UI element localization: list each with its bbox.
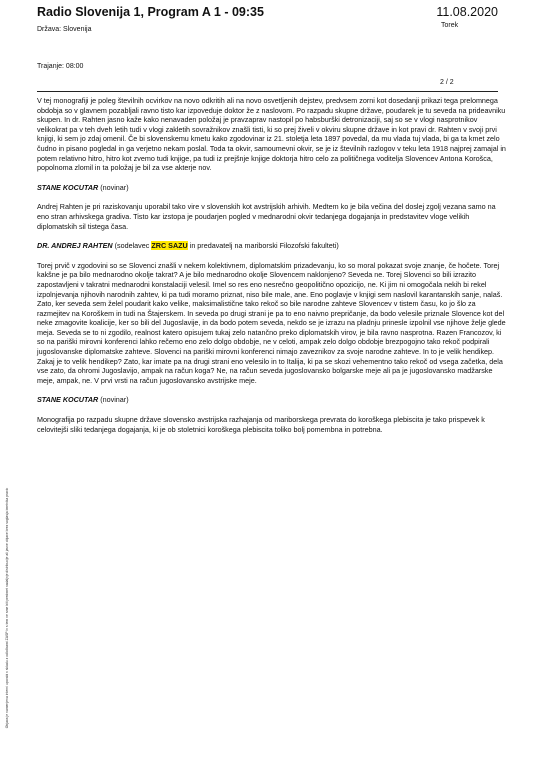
speaker-role-suffix: in predavatelj na mariborski Filozofski fakulteti) [187, 241, 339, 251]
speaker-line [37, 395, 507, 405]
speaker-name: STANE KOCUTAR [37, 395, 99, 405]
speaker-role-prefix: (sodelavec [112, 241, 152, 251]
speaker-name: STANE KOCUTAR [37, 182, 99, 192]
page-number: 2 / 2 [440, 79, 454, 86]
speaker-line [37, 241, 507, 251]
copyright-notice: Objava je namenjena interni uporabi v skladu z odločbami ZASP in s tem ne sme biti predmet nadaljnje distribucije ali javne objave brez soglasja imetnika pravic [4, 487, 9, 729]
broadcast-date: 11.08.2020 [436, 5, 498, 19]
speaker-role: (novinar) [98, 395, 129, 405]
broadcast-day: Torek [441, 22, 459, 29]
paragraph: Andrej Rahten je pri raziskovanju uporabil tako vire v slovenskih kot avstrijskih arhivih. Medtem ko je bila večina del doslej zgolj vezana samo na eno stran arhivskega gradiva. Tisto kar izstopa je poudarjen pogled v mednarodni okvir tedanjega dogajanja in predstavitev vloge velikih diplomatskih sil tistega časa. [37, 202, 496, 231]
speaker-role: (novinar) [98, 182, 129, 192]
paragraph: Monografija po razpadu skupne države slovensko avstrijska razhajanja od mariborskega prevrata do koroškega plebiscita je tako prispevek k celovitejši sliki tedanjega dogajanja, ki je ob stoletnici koroškega plebiscita toliko bolj pomembna in potrebna. [37, 415, 485, 434]
speaker-name: DR. ANDREJ RAHTEN [37, 241, 113, 251]
copyright-sidebar [2, 462, 11, 754]
speaker-line [37, 183, 507, 193]
duration-label: Trajanje: 08:00 [37, 63, 84, 70]
document-title: Radio Slovenija 1, Program A 1 - 09:35 [37, 5, 264, 19]
highlighted-keyword: ZRC SAZU [151, 241, 188, 251]
paragraph: V tej monografiji je poleg številnih ocvirkov na novo odkritih ali na novo osvetljenih dejstev, predvsem zorni kot dosedanji prikazi tega prelomnega obdobja so v glavnem pozabljali ravno tisto kar izpoveduje doktor že z naslovom. Po razpadu skupne države, poudarek je tu seveda na prideavniku skupen. In dr. Rahten jasno kaže kako nenavaden položaj je pravzaprav nastopil po habsburški detronizaciji, saj so se v vlogi nasprotnikov velikokrat pa v teh dveh letih tudi v vlogi zakletih sovražnikov znašli tisti, ki so prej živeli v okviru skupne države in kot pravi dr. Rahten v svoji prvi knjigi, ki sem jo zdaj omenil. Če bi slovenskemu kmetu kako zgodovinar iz 21. stoletja leta 1897 povedal, da mu vlada tuj vlada, bi ga ta kmet zelo čudno in pisano pogledal in ga verjetno nekam poslal. Toda ta okvir, samoumevni okvir, se je iz številnih razlogov v teku leta 1918 najprej zamajal in potem relativno hitro, hitro kot zvemo tudi knjige, pa tudi iz prejšnje knjige doktorja hitro celo za političnega voditelja Slovencev Antona Korošca, popolnoma zlomil in ta položaj je bil za vse akterje nov. [37, 96, 506, 173]
paragraph: Torej prvič v zgodovini so se Slovenci znašli v nekem kolektivnem, diplomatskim prizadevanju, ko so moral pokazat svoje znanje, če hočete. Torej kakšne je pa bilo mednarodno okolje takrat? A je bilo mednarodno okolje Slovencem naklonjeno? Seveda ne. Torej Slovenci so bili izrazito zapostavljeni v takratni mednarodni konstalaciji velesil. Imel so res eno nesrečno geopolitično opozicijo, ne. Ki jim ni omogočala nekih bi rekel izpolnjevanja njihovih narodnih zahtev, ki pa tudi moramo priznat, niso bile male, ane. Eno poglavje v knjigi sem naslovil karantanskih sanje, nalaš. Zato, ker seveda sem želel poudarit kako velike, maksimalistične tako rekoč so bile narodne zahteve Slovencev v tistem času, ko jo šlo za razmejitev na Koroškem in tudi na Štajerskem. In seveda po drugi strani je pa to eno naivno prepričanje, da bodo velesile priznale Slovence kot del neke zmagovite koalicije, ker so bili del Jugoslavije, in da bodo potem seveda, nekdo se je izrazu na pladnju prinesle izpolnil vse njihove želje glede meja. Seveda se to ni zgodilo, realnost katero opisujem tukaj zelo natančno preko diplomatskih virov, je bila ravno nasprotna. Razen Francozov, ki so na pariški mirovni konferenci lahko rečemo eno zelo dolgo obdobje, ne v celoti, ampak zelo dolgo obdobje brezpogojno tako rekoč podpirali jugoslovanske diplomatske zahteve. Slovenci na pariški mirovni konferenci nimajo zaveznikov za svoje narodne zahteve. In to je velik hendikep. Zakaj je to velik hendikep? Zato, kar imate pa na drugi strani eno velesilo in to Italija, ki pa se skozi vehementno tako rekoč od vsega začetka, dela vse zato, da ohromi Jugoslavijo, ampak na račun koga? Ne, na račun seveda jugoslovansko bolgarske meje ali pa je jugoslovansko madžarske meje, ampak, ne. V prvi vrsti na račun jugoslovansko avstrijske meje. [37, 260, 506, 385]
transcript-body [37, 96, 507, 444]
country-label: Država: Slovenija [37, 26, 92, 33]
header-divider [37, 91, 498, 92]
